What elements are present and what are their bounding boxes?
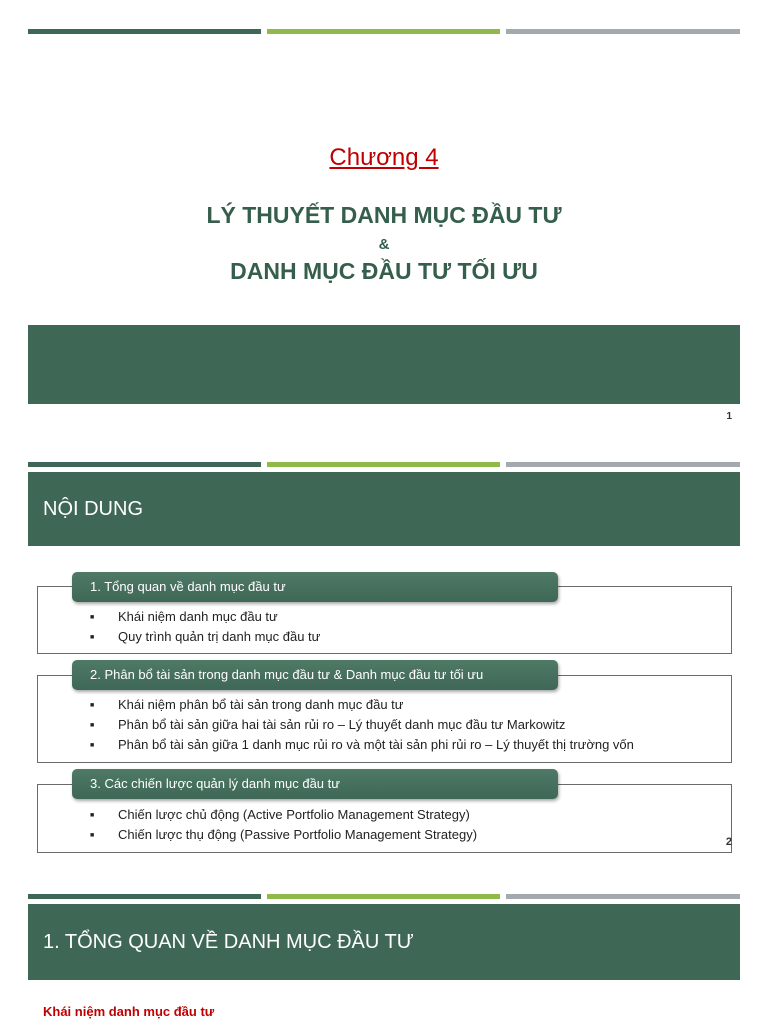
slide-overview [0,890,768,1024]
top-accent-bars [28,29,740,34]
slide-title [0,0,768,450]
chapter-label: Chương 4 [329,144,439,171]
accent-bar-gray [506,462,740,467]
list-item: ■ Chiến lược chủ động (Active Portfolio Management Strategy) [90,805,477,825]
list-item: ■ Chiến lược thụ động (Passive Portfolio Management Strategy) [90,825,477,845]
square-bullet-icon: ■ [90,702,95,709]
title-band [28,325,740,404]
accent-bar-dark [28,29,261,34]
accent-bar-gray [506,29,740,34]
list-item: ■ Khái niệm danh mục đầu tư [90,607,320,627]
accent-bar-dark [28,462,261,467]
title-line-1: LÝ THUYẾT DANH MỤC ĐẦU TƯ [206,202,562,228]
overview-header: 1. TỔNG QUAN VỀ DANH MỤC ĐẦU TƯ [28,904,740,980]
page-number: 1 [726,411,732,422]
square-bullet-icon: ■ [90,812,95,819]
square-bullet-icon: ■ [90,634,95,641]
accent-bar-dark [28,894,261,899]
square-bullet-icon: ■ [90,832,95,839]
top-accent-bars [28,462,740,467]
square-bullet-icon: ■ [90,722,95,729]
accent-bar-green [267,462,500,467]
page-number: 2 [725,836,732,848]
slide-contents [0,450,768,890]
title-line-2: DANH MỤC ĐẦU TƯ TỐI ƯU [230,258,538,284]
contents-header: NỘI DUNG [28,472,740,546]
section-list-2 [90,695,634,755]
section-title-2: 2. Phân bổ tài sản trong danh mục đầu tư & Danh mục đầu tư tối ưu [72,660,558,690]
title-ampersand: & [378,236,390,253]
list-item: ■ Khái niệm phân bổ tài sản trong danh mục đầu tư [90,695,634,715]
list-item: ■ Phân bổ tài sản giữa 1 danh mục rủi ro và một tài sản phi rủi ro – Lý thuyết thị trường vốn [90,735,634,755]
list-item: ■ Phân bổ tài sản giữa hai tài sản rủi ro – Lý thuyết danh mục đầu tư Markowitz [90,715,634,735]
accent-bar-gray [506,894,740,899]
list-item: ■ Quy trình quản trị danh mục đầu tư [90,627,320,647]
accent-bar-green [267,29,500,34]
square-bullet-icon: ■ [90,614,95,621]
section-title-1: 1. Tổng quan về danh mục đầu tư [72,572,558,602]
section-list-1 [90,607,320,647]
concept-subheading: Khái niệm danh mục đầu tư [43,1004,215,1019]
section-title-3: 3. Các chiến lược quản lý danh mục đầu tư [72,769,558,799]
section-list-3 [90,805,477,845]
accent-bar-green [267,894,500,899]
square-bullet-icon: ■ [90,742,95,749]
top-accent-bars [28,894,740,899]
